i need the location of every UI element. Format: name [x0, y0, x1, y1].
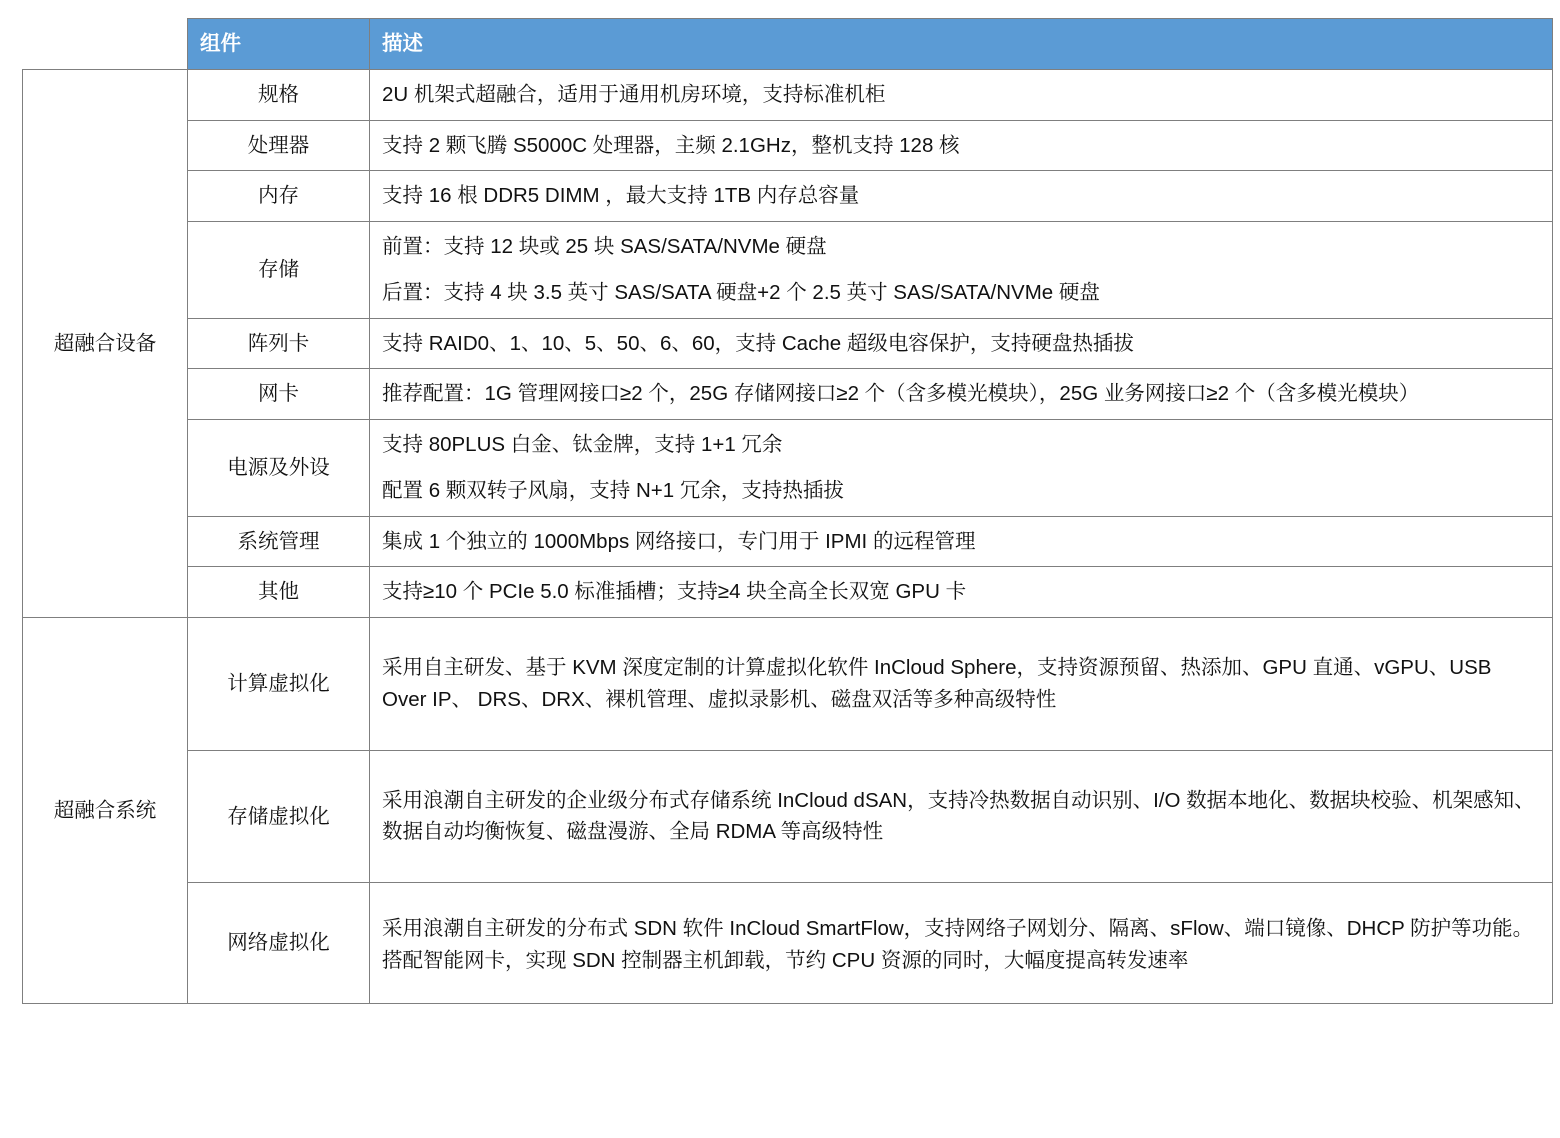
description-cell — [370, 883, 1553, 1004]
table-row — [23, 618, 1553, 751]
description-line: 支持≥10 个 PCIe 5.0 标准插槽；支持≥4 块全高全长双宽 GPU 卡 — [382, 580, 967, 604]
group-label-hardware: 超融合设备 — [23, 69, 188, 617]
component-cell: 阵列卡 — [188, 318, 370, 369]
description-cell — [370, 318, 1553, 369]
component-cell: 规格 — [188, 69, 370, 120]
component-cell: 系统管理 — [188, 516, 370, 567]
description-cell — [370, 171, 1553, 222]
description-cell — [370, 618, 1553, 751]
table-row — [23, 69, 1553, 120]
description-cell — [370, 567, 1553, 618]
description-line: 推荐配置：1G 管理网接口≥2 个，25G 存储网接口≥2 个（含多模光模块），25G 业务网接口≥2 个（含多模光模块） — [382, 382, 1420, 406]
table-row — [23, 222, 1553, 319]
description-line: 采用浪潮自主研发的分布式 SDN 软件 InCloud SmartFlow，支持网络子网划分、隔离、sFlow、端口镜像、DHCP 防护等功能。搭配智能网卡，实现 SDN 控制器主机卸载，节约 CPU 资源的同时，大幅度提高转发速率 — [382, 917, 1534, 973]
description-line: 后置：支持 4 块 3.5 英寸 SAS/SATA 硬盘+2 个 2.5 英寸 SAS/SATA/NVMe 硬盘 — [382, 280, 1100, 304]
header-row — [23, 19, 1553, 70]
description-line: 前置：支持 12 块或 25 块 SAS/SATA/NVMe 硬盘 — [382, 235, 827, 259]
component-cell: 处理器 — [188, 120, 370, 171]
group-label-software: 超融合系统 — [23, 618, 188, 1004]
component-cell: 内存 — [188, 171, 370, 222]
component-cell: 网卡 — [188, 369, 370, 420]
table-row — [23, 171, 1553, 222]
table-row — [23, 567, 1553, 618]
table-row — [23, 318, 1553, 369]
table-row — [23, 750, 1553, 883]
description-cell — [370, 516, 1553, 567]
component-cell: 计算虚拟化 — [188, 618, 370, 751]
header-blank-cell — [23, 19, 188, 70]
table-row — [23, 120, 1553, 171]
description-line: 支持 16 根 DDR5 DIMM ，最大支持 1TB 内存总容量 — [382, 184, 860, 208]
description-line: 采用浪潮自主研发的企业级分布式存储系统 InCloud dSAN，支持冷热数据自动识别、I/O 数据本地化、数据块校验、机架感知、数据自动均衡恢复、磁盘漫游、全局 RDMA 等高级特性 — [382, 788, 1535, 844]
description-cell — [370, 369, 1553, 420]
component-cell: 电源及外设 — [188, 420, 370, 517]
description-line: 集成 1 个独立的 1000Mbps 网络接口，专门用于 IPMI 的远程管理 — [382, 529, 976, 553]
component-cell: 存储 — [188, 222, 370, 319]
description-cell — [370, 120, 1553, 171]
description-line: 支持 80PLUS 白金、钛金牌，支持 1+1 冗余 — [382, 433, 783, 457]
specifications-table — [22, 18, 1553, 1004]
header-description: 描述 — [370, 19, 1553, 70]
description-line: 2U 机架式超融合，适用于通用机房环境，支持标准机柜 — [382, 82, 886, 106]
description-cell — [370, 69, 1553, 120]
component-cell: 网络虚拟化 — [188, 883, 370, 1004]
table-body — [23, 69, 1553, 1003]
description-line: 采用自主研发、基于 KVM 深度定制的计算虚拟化软件 InCloud Sphere，支持资源预留、热添加、GPU 直通、vGPU、USB Over IP、 DRS、DRX、裸机管理、虚拟录影机、磁盘双活等多种高级特性 — [382, 656, 1492, 711]
description-line: 配置 6 颗双转子风扇，支持 N+1 冗余，支持热插拔 — [382, 478, 844, 502]
description-cell — [370, 420, 1553, 517]
component-cell: 其他 — [188, 567, 370, 618]
description-line: 支持 RAID0、1、10、5、50、6、60，支持 Cache 超级电容保护，支持硬盘热插拔 — [382, 331, 1134, 355]
header-component: 组件 — [188, 19, 370, 70]
table-row — [23, 420, 1553, 517]
component-cell: 存储虚拟化 — [188, 750, 370, 883]
table-row — [23, 369, 1553, 420]
table-row — [23, 883, 1553, 1004]
table-header — [23, 19, 1553, 70]
description-cell — [370, 750, 1553, 883]
description-cell — [370, 222, 1553, 319]
description-line: 支持 2 颗飞腾 S5000C 处理器，主频 2.1GHz，整机支持 128 核 — [382, 133, 960, 157]
table-row — [23, 516, 1553, 567]
